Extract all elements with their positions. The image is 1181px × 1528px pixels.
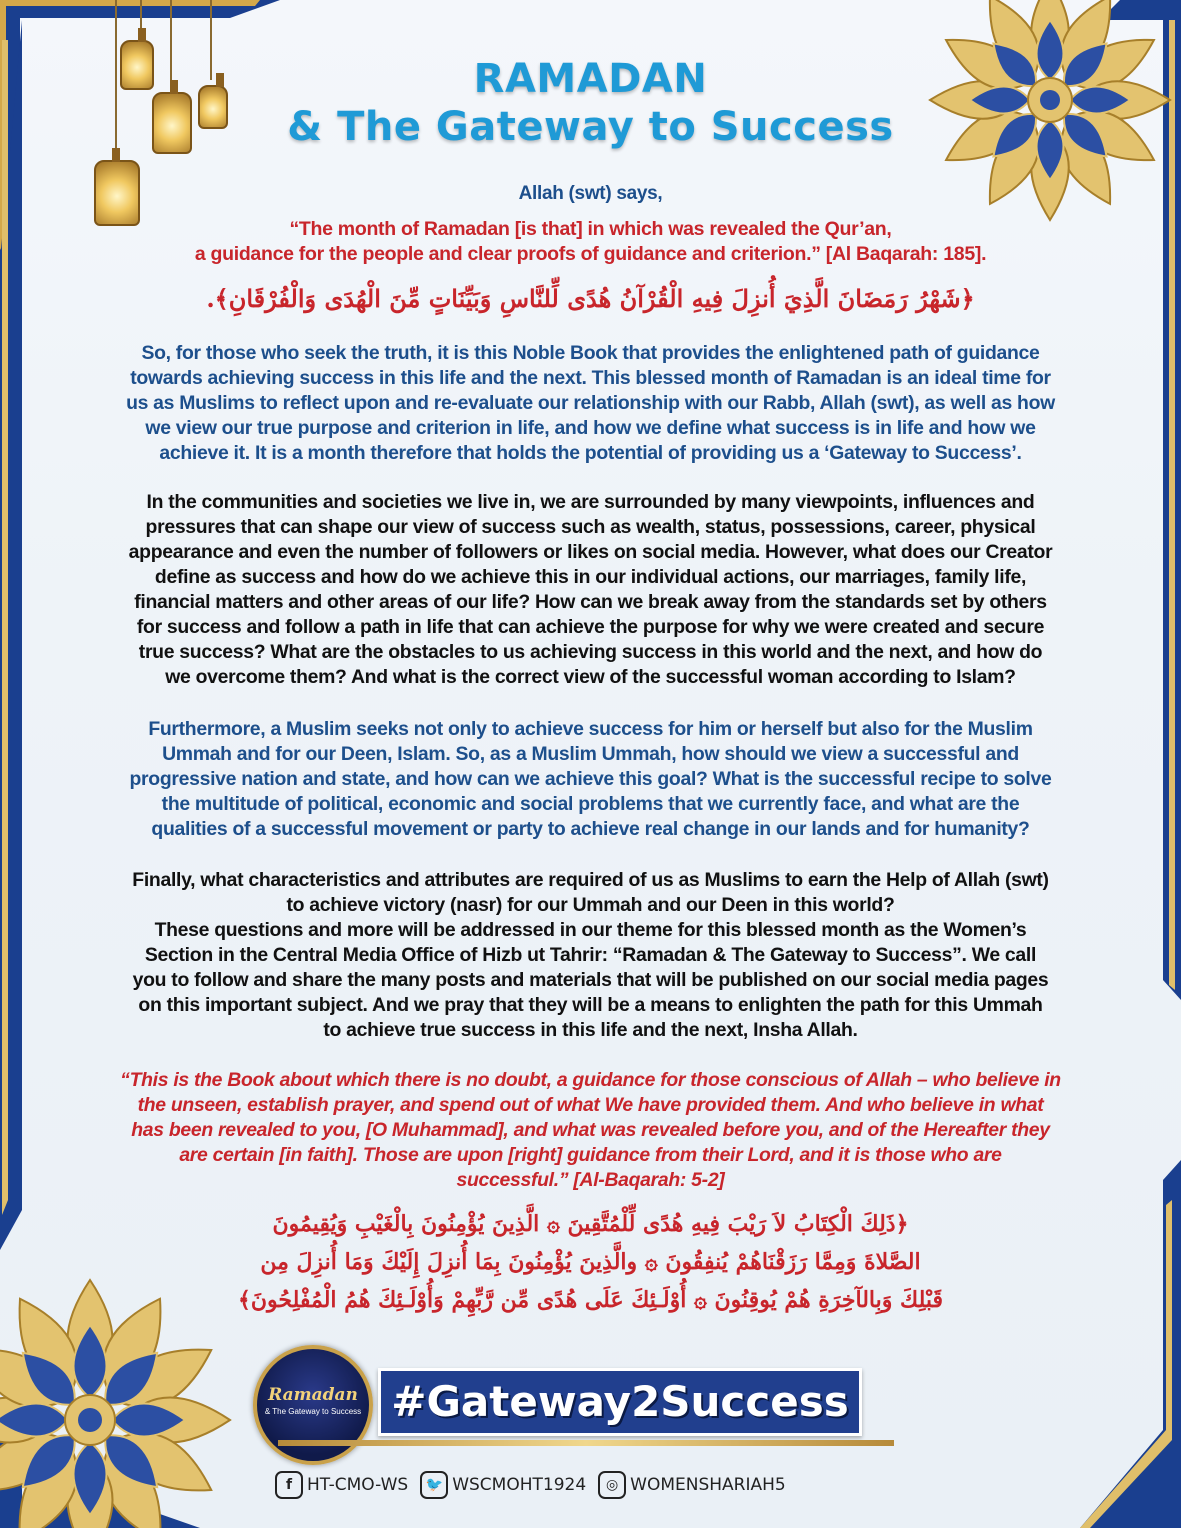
- paragraph-line: the multitude of political, economic and social problems that we currently face, and what are the: [161, 793, 1020, 815]
- page-title: RAMADAN: [473, 56, 708, 102]
- arabic-line: الصَّلاةَ وَمِمَّا رَزَقْنَاهُمْ يُنفِقُونَ ۞ والَّذِينَ يُؤْمِنُونَ بِمَا أُنزِلَ إِلَيْكَ وَمَا أُنزِلَ مِن: [260, 1249, 921, 1275]
- quote-line: “This is the Book about which there is no doubt, a guidance for those conscious of Allah – who believe in: [120, 1069, 1061, 1091]
- hashtag-text: #Gateway2Success: [391, 1377, 849, 1426]
- paragraph-line: us as Muslims to reflect upon and re-evaluate our relationship with our Rabb, Allah (swt), as well as how: [126, 392, 1055, 414]
- paragraph-line: towards achieving success in this life and the next. This blessed month of Ramadan is an ideal time for: [130, 367, 1051, 389]
- twitter-handle: WSCMOHT1924: [452, 1475, 587, 1495]
- paragraph-line: we view our true purpose and criterion in life, and how we define what success is in life and how we: [145, 417, 1036, 439]
- paragraph-line: In the communities and societies we live in, we are surrounded by many viewpoints, influences and: [146, 491, 1035, 513]
- paragraph-line: appearance and even the number of followers or likes on social media. However, what does our Creator: [128, 541, 1053, 563]
- twitter-icon: 🐦: [420, 1471, 448, 1499]
- paragraph-line: for success and follow a path in life that can achieve the purpose for why we were created and secure: [136, 616, 1045, 638]
- paragraph-line: define as success and how do we achieve this in our individual actions, our marriages, family life,: [154, 566, 1027, 588]
- paragraph-line: Section in the Central Media Office of Hizb ut Tahrir: “Ramadan & The Gateway to Success”. We call: [144, 944, 1037, 966]
- closing-arabic-verse: [50, 1205, 1131, 1319]
- quote-line: successful.” [Al-Baqarah: 5-2]: [456, 1169, 725, 1191]
- paragraph-line: So, for those who seek the truth, it is this Noble Book that provides the enlightened path of guidance: [141, 342, 1040, 364]
- paragraph-line: achieve it. It is a month therefore that holds the potential of providing us a ‘Gateway to Success’.: [159, 442, 1022, 464]
- social-instagram[interactable]: [598, 1471, 786, 1499]
- paragraph-line: on this important subject. And we pray that they will be a means to enlighten the path for this Ummah: [138, 994, 1043, 1016]
- paragraph-line: to achieve victory (nasr) for our Ummah and our Deen in this world?: [286, 894, 895, 916]
- page-subtitle: & The Gateway to Success: [287, 104, 894, 150]
- paragraph-line: Furthermore, a Muslim seeks not only to achieve success for him or herself but also for the Muslim: [148, 718, 1033, 740]
- quote-line: are certain [in faith]. Those are upon [right] guidance from their Lord, and it is those who are: [179, 1144, 1002, 1166]
- gold-divider: [278, 1440, 894, 1446]
- paragraph-4: [50, 868, 1131, 1043]
- paragraph-line: These questions and more will be addressed in our theme for this blessed month as the Women’s: [154, 919, 1027, 941]
- campaign-logo: [253, 1345, 373, 1465]
- arabic-line: ﴿ذَلِكَ الْكِتَابُ لاَ رَيْبَ فِيهِ هُدًى لِّلْمُتَّقِينَ ۞ الَّذِينَ يُؤْمِنُونَ بِالْغَيْبِ وَيُقِيمُونَ: [272, 1211, 909, 1237]
- intro-says: Allah (swt) says,: [518, 183, 663, 204]
- instagram-icon: ◎: [598, 1471, 626, 1499]
- intro-quote-line: “The month of Ramadan [is that] in which was revealed the Qur’an,: [289, 218, 892, 240]
- social-twitter[interactable]: [420, 1471, 586, 1499]
- quote-line: has been revealed to you, [O Muhammad], and what was revealed before you, and of the Hereafter they: [131, 1119, 1050, 1141]
- paragraph-line: to achieve true success in this life and the next, Insha Allah.: [323, 1019, 858, 1041]
- intro-arabic-verse: ﴿شَهْرُ رَمَضَانَ الَّذِيَ أُنزِلَ فِيهِ الْقُرْآنُ هُدًى لِّلنَّاسِ وَبَيِّنَاتٍ مِّنَ الْهُدَى وَالْفُرْقَانِ﴾.: [206, 284, 975, 313]
- arabic-line: قَبْلِكَ وَبِالآخِرَةِ هُمْ يُوقِنُونَ ۞ أُوْلَـئِكَ عَلَى هُدًى مِّن رَّبِّهِمْ وَأُوْلَـئِكَ هُمُ الْمُفْلِحُونَ﴾: [237, 1287, 944, 1313]
- paragraph-2: [50, 490, 1131, 690]
- paragraph-line: qualities of a successful movement or party to achieve real change in our lands and for humanity?: [151, 818, 1030, 840]
- paragraph-line: financial matters and other areas of our life? How can we break away from the standards set by others: [134, 591, 1047, 613]
- paragraph-line: progressive nation and state, and how can we achieve this goal? What is the successful recipe to solve: [129, 768, 1052, 790]
- logo-subtitle: & The Gateway to Success: [264, 1407, 362, 1416]
- hashtag-banner: [378, 1368, 862, 1436]
- closing-quote: [50, 1068, 1131, 1193]
- logo-title: Ramadan: [268, 1385, 358, 1405]
- paragraph-line: we overcome them? And what is the correct view of the successful woman according to Islam?: [165, 666, 1016, 688]
- paragraph-line: true success? What are the obstacles to us achieving success in this world and the next, and how do: [138, 641, 1043, 663]
- paragraph-line: Finally, what characteristics and attributes are required of us as Muslims to earn the Help of Allah (swt): [132, 869, 1049, 891]
- paragraph-line: pressures that can shape our view of success such as wealth, status, possessions, career, physical: [145, 516, 1036, 538]
- facebook-icon: f: [275, 1471, 303, 1499]
- social-links: [275, 1470, 895, 1500]
- social-facebook[interactable]: [275, 1471, 408, 1499]
- paragraph-3: [50, 717, 1131, 842]
- paragraph-line: Ummah and for our Deen, Islam. So, as a Muslim Ummah, how should we view a successful and: [162, 743, 1019, 765]
- paragraph-1: [50, 341, 1131, 466]
- intro-quote: [50, 217, 1131, 267]
- quote-line: the unseen, establish prayer, and spend out of what We have provided them. And who believe in what: [137, 1094, 1044, 1116]
- intro-quote-line: a guidance for the people and clear proofs of guidance and criterion.” [Al Baqarah: 185].: [194, 243, 987, 265]
- paragraph-line: you to follow and share the many posts and materials that will be published on our social media pages: [132, 969, 1049, 991]
- instagram-handle: WOMENSHARIAH5: [630, 1475, 786, 1495]
- facebook-handle: HT-CMO-WS: [307, 1475, 409, 1495]
